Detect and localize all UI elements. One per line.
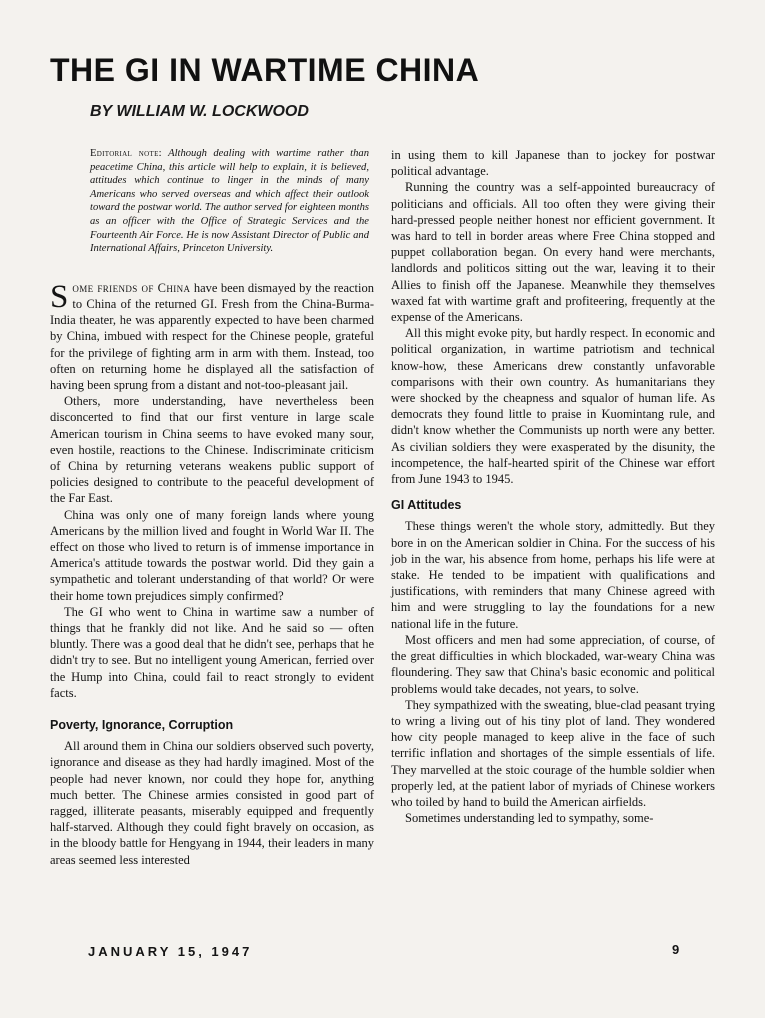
article-title: THE GI IN WARTIME CHINA [50, 52, 480, 88]
intro-paragraph [50, 280, 374, 393]
body-paragraph: They sympathized with the sweating, blue-clad peasant trying to wring a living out of his tiny plot of land. They wondered how city people managed to keep alive in the face of such terrific inflation and shortages of the simple essentials of life. They marvelled at the stoic courage of the humble soldier when properly led, at the patient labor of myriads of Chinese workers who toiled by hand to build the American airfields. [391, 697, 715, 809]
body-paragraph: All around them in China our soldiers observed such poverty, ignorance and disease as they had hardly imagined. Most of the people had never known, nor could they hope for, anything much better. The Chinese armies consisted in good part of ragged, illiterate peasants, miserably equipped and frequently half-starved. Although they could fight bravely on occasion, as in the bloody battle for Hengyang in 1944, their leaders in many areas seemed less interested [50, 739, 374, 867]
body-paragraph: Most officers and men had some appreciation, of course, of the great difficulties in which blockaded, war-weary China was floundering. They saw that China's basic economic and political problems would take decades, not years, to solve. [391, 632, 715, 696]
editorial-note-label: Editorial note: [90, 148, 162, 159]
body-paragraph: Others, more understanding, have nevertheless been disconcerted to find that our first venture in large scale American tourism in China seems to have evoked many sour, even hostile, reactions to the Chinese. Indiscriminate criticism of China by returning veterans weakens public support of policies designed to contribute to the peaceful development of the Far East. [50, 394, 374, 506]
body-paragraph-continued: in using them to kill Japanese than to jockey for postwar political advantage. [391, 148, 715, 179]
body-paragraph: All this might evoke pity, but hardly respect. In economic and political organization, in wartime patriotism and technical know-how, these Americans drew constantly unfavorable comparisons with their own country. As humanitarians they were shocked by the cheapness and squalor of human life. As democrats they found little to praise in Kuomintang rule, and didn't know whether the Communists up north were any better. As civilian soldiers they were exasperated by the disunity, the incompetence, the half-hearted spirit of the Chinese war effort from June 1943 to 1945. [391, 326, 715, 487]
editorial-note-text: Although dealing with wartime rather than peacetime China, this article will help to explain, it is believed, attitudes which continue to linger in the minds of many Americans who served overseas and which affect their outlook toward the postwar world. The author served for eighteen months as an officer with the Office of Strategic Services and the Fourteenth Air Force. He is now Assistant Director of Public and International Affairs, Princeton University. [90, 148, 369, 255]
body-paragraph: Sometimes understanding led to sympathy, some- [405, 811, 654, 826]
page-number: 9 [672, 942, 680, 957]
article-byline: BY WILLIAM W. LOCKWOOD [90, 103, 309, 120]
drop-cap: S [50, 278, 69, 315]
intro-lead-words: ome friends of China [72, 280, 191, 295]
editorial-note [50, 147, 374, 256]
section-heading-gi-attitudes: GI Attitudes [391, 498, 462, 513]
body-paragraph: The GI who went to China in wartime saw a number of things that he frankly did not like. And he said so — often bluntly. There was a good deal that he didn't see, perhaps that he didn't try to see. But no intelligent young American, ferried over the Hump into China, could fail to react strongly to evident facts. [50, 604, 374, 700]
section-heading-poverty: Poverty, Ignorance, Corruption [50, 718, 234, 733]
intro-text: have been dismayed by the reaction to China of the returned GI. Fresh from the China-Burma-India theater, he was apparently expected to have been charmed by China, imbued with respect for the Chinese people, grateful for the privilege of fighting arm in arm with them. Instead, too often on returning home he displayed all the satisfaction of having been sprung from a distant and not-too-pleasant jail. [50, 280, 374, 392]
body-paragraph: China was only one of many foreign lands where young Americans by the million lived and fought in World War II. The effect on those who lived to return is of immense importance in America's attitude towards the postwar world. Did they gain a sympathetic and tolerant understanding of that world? Or were their home town prejudices simply confirmed? [50, 507, 374, 603]
issue-date: JANUARY 15, 1947 [88, 944, 253, 959]
left-column [50, 147, 374, 868]
body-paragraph: These things weren't the whole story, admittedly. But they bore in on the American soldier in China. For the success of his job in the war, his absence from home, perhaps his life were at stake. He tended to be impatient with qualifications and justifications, with reminders that many Chinese agreed with him and were struggling to lay the foundations for a new national life in the future. [391, 519, 715, 631]
body-paragraph: Running the country was a self-appointed bureaucracy of politicians and officials. All too often they were giving their hard-pressed people neither honest nor efficient government. It was hard to tell in border areas where Free China stopped and puppet collaboration began. On every hand were merchants, landlords and politicos sitting out the war, leaving it to their Allies to finish off the Japanese. Meanwhile they themselves waxed fat with wartime graft and profiteering, frequently at the expense of the Americans. [391, 180, 715, 325]
right-column [391, 147, 715, 826]
